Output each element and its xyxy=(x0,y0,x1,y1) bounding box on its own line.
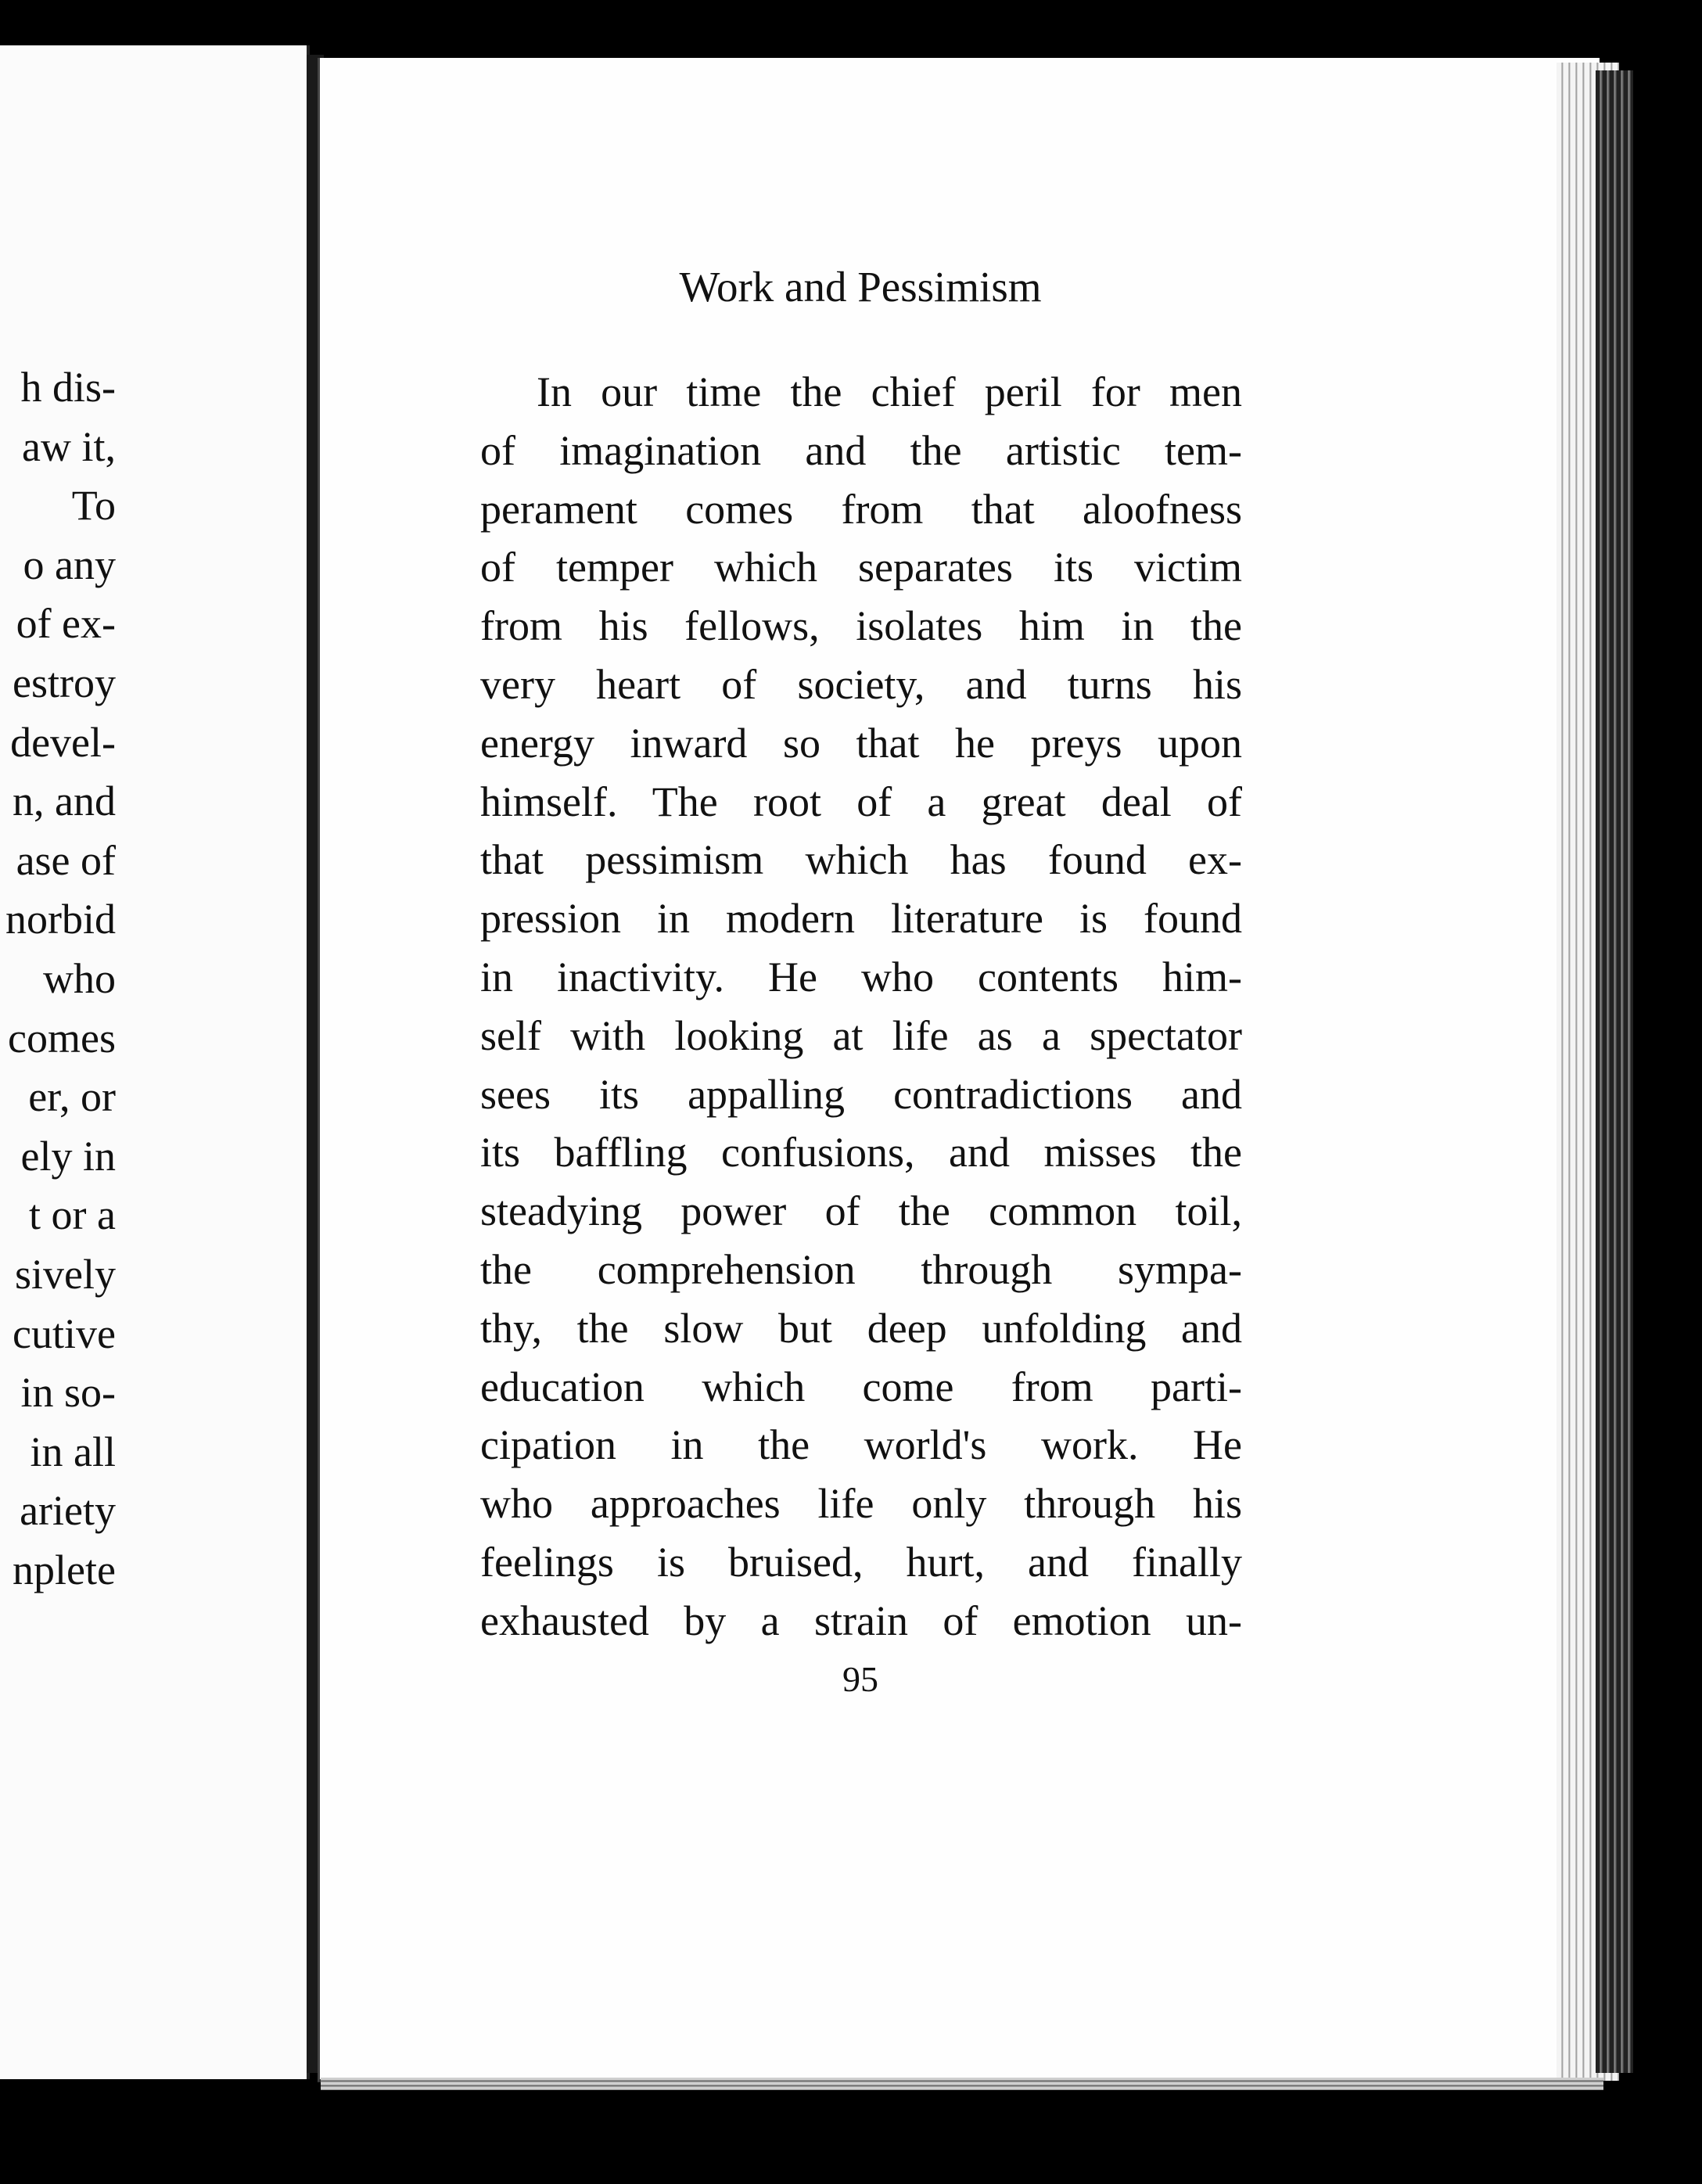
cover-edge xyxy=(1596,70,1633,2073)
text-line: perament comes from that aloofness xyxy=(480,485,1242,533)
text-line: of temper which separates its victim xyxy=(480,544,1242,591)
facing-line: in so- xyxy=(20,1369,116,1417)
body-paragraph xyxy=(480,363,1242,1651)
facing-line: estroy xyxy=(13,659,116,706)
facing-page-left xyxy=(0,45,310,2079)
text-line: who approaches life only through his xyxy=(480,1480,1242,1528)
facing-line: ase of xyxy=(16,836,116,884)
facing-line: ely in xyxy=(20,1132,116,1180)
text-line: cipation in the world's work. He xyxy=(480,1421,1242,1469)
facing-line: t or a xyxy=(29,1191,116,1239)
text-line: its baffling confusions, and misses the xyxy=(480,1129,1242,1176)
text-line: pression in modern literature is found xyxy=(480,895,1242,943)
facing-line: norbid xyxy=(5,896,116,943)
text-line: education which come from parti- xyxy=(480,1363,1242,1410)
facing-line: devel- xyxy=(10,718,116,766)
bottom-page-edges xyxy=(321,2078,1603,2090)
running-head: Work and Pessimism xyxy=(679,263,1042,311)
facing-line: of ex- xyxy=(16,600,116,648)
facing-line: o any xyxy=(23,541,116,588)
facing-line: who xyxy=(43,954,116,1002)
text-line: steadying power of the common toil, xyxy=(480,1187,1242,1235)
text-line: feelings is bruised, hurt, and finally xyxy=(480,1538,1242,1586)
text-line: self with looking at life as a spectator xyxy=(480,1011,1242,1059)
facing-line: er, or xyxy=(28,1073,116,1121)
text-line: in inactivity. He who contents him- xyxy=(480,953,1242,1000)
text-line: In our time the chief peril for men xyxy=(537,368,1242,415)
facing-line: cutive xyxy=(13,1309,116,1357)
text-line: of imagination and the artistic tem- xyxy=(480,426,1242,474)
facing-line: comes xyxy=(8,1014,116,1061)
text-line: the comprehension through sympa- xyxy=(480,1245,1242,1293)
facing-line: sively xyxy=(15,1250,116,1298)
facing-line: nplete xyxy=(13,1546,116,1593)
facing-line: To xyxy=(71,482,116,530)
facing-line: n, and xyxy=(13,778,116,825)
facing-line: in all xyxy=(30,1428,116,1475)
text-line: from his fellows, isolates him in the xyxy=(480,602,1242,650)
text-line: himself. The root of a great deal of xyxy=(480,778,1242,825)
page-number: 95 xyxy=(842,1659,878,1699)
facing-line: h dis- xyxy=(20,364,116,411)
text-line: energy inward so that he preys upon xyxy=(480,719,1242,767)
facing-page-text xyxy=(0,358,116,1641)
text-line: very heart of society, and turns his xyxy=(480,660,1242,708)
facing-line: aw it, xyxy=(22,422,116,470)
text-line: thy, the slow but deep unfolding and xyxy=(480,1304,1242,1352)
text-line: exhausted by a strain of emotion un- xyxy=(480,1597,1242,1644)
facing-line: ariety xyxy=(20,1487,116,1535)
text-line: sees its appalling contradictions and xyxy=(480,1070,1242,1118)
text-line: that pessimism which has found ex- xyxy=(480,836,1242,884)
